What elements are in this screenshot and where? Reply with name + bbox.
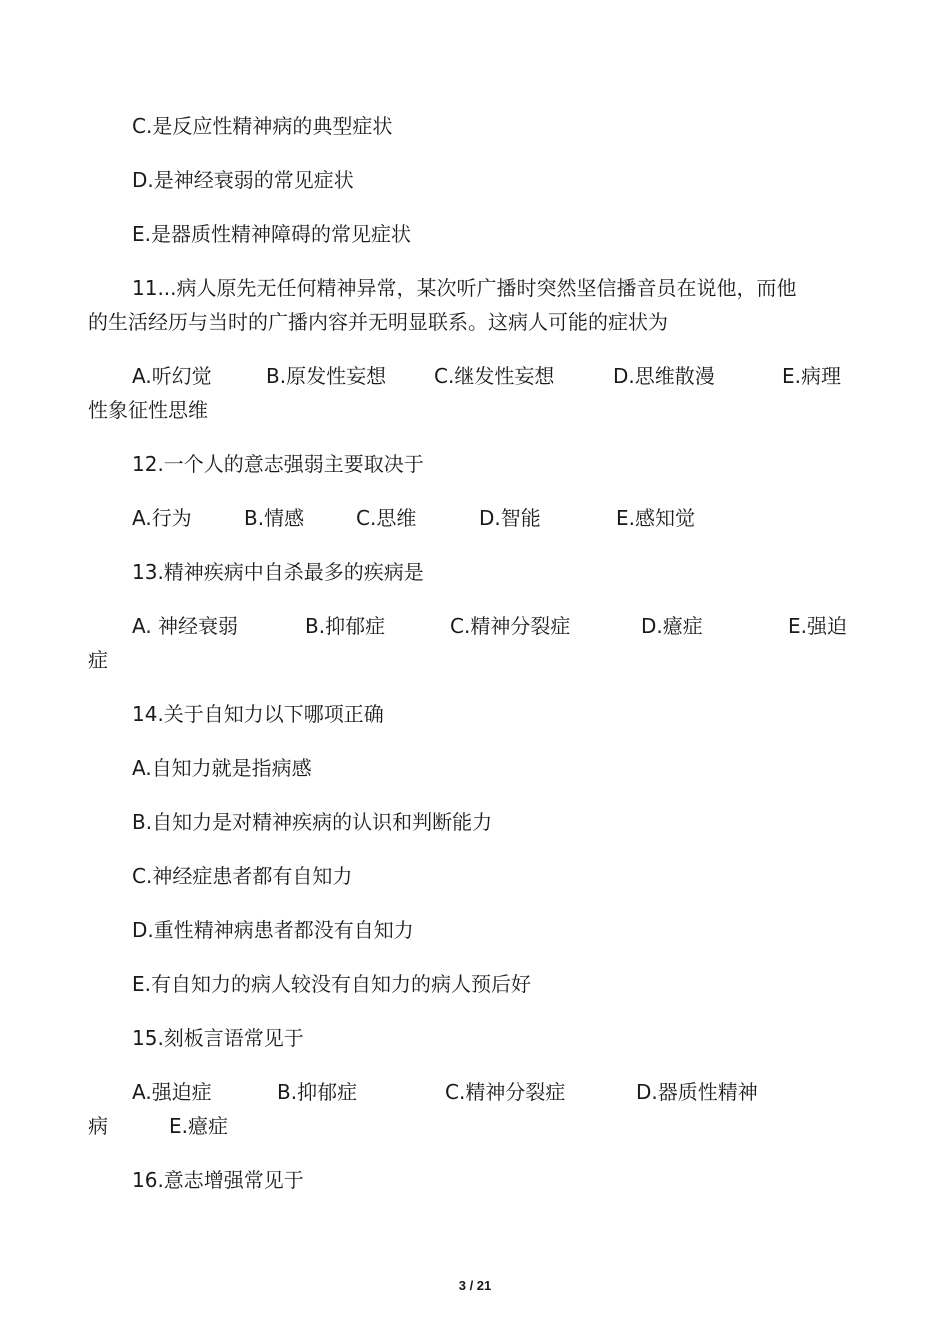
- q14-option-c: C.神经症患者都有自知力: [132, 864, 353, 888]
- q14-option-e: E.有自知力的病人较没有自知力的病人预后好: [132, 972, 531, 996]
- q11-question-line2: 的生活经历与当时的广播内容并无明显联系。这病人可能的症状为: [88, 310, 668, 334]
- q15-option-d-wrap: 病: [88, 1114, 108, 1138]
- q14-option-a: A.自知力就是指病感: [132, 756, 312, 780]
- q13-option-b: B.抑郁症: [305, 614, 386, 638]
- q13-option-c: C.精神分裂症: [450, 614, 571, 638]
- q15-option-a: A.强迫症: [132, 1080, 212, 1104]
- q12-question: 12.一个人的意志强弱主要取决于: [132, 452, 424, 476]
- q13-option-d: D.癔症: [641, 614, 703, 638]
- q15-option-b: B.抑郁症: [277, 1080, 358, 1104]
- q13-option-e-wrap: 症: [88, 648, 108, 672]
- q12-option-b: B.情感: [244, 506, 305, 530]
- q12-option-e: E.感知觉: [616, 506, 695, 530]
- q11-option-a: A.听幻觉: [132, 364, 212, 388]
- q11-option-e-wrap: 性象征性思维: [88, 398, 208, 422]
- q10-option-d: D.是神经衰弱的常见症状: [132, 168, 354, 192]
- q11-option-b: B.原发性妄想: [266, 364, 387, 388]
- q12-option-a: A.行为: [132, 506, 192, 530]
- q16-question: 16.意志增强常见于: [132, 1168, 304, 1192]
- q11-option-c: C.继发性妄想: [434, 364, 555, 388]
- q13-option-a: A. 神经衰弱: [132, 614, 239, 638]
- q15-option-d: D.器质性精神: [636, 1080, 758, 1104]
- q15-option-e: E.癔症: [169, 1114, 228, 1138]
- q13-question: 13.精神疾病中自杀最多的疾病是: [132, 560, 424, 584]
- q11-option-d: D.思维散漫: [613, 364, 715, 388]
- q10-option-c: C.是反应性精神病的典型症状: [132, 114, 393, 138]
- q10-option-e: E.是器质性精神障碍的常见症状: [132, 222, 411, 246]
- page-number: 3 / 21: [458, 1278, 492, 1293]
- q15-question: 15.刻板言语常见于: [132, 1026, 304, 1050]
- q12-option-d: D.智能: [479, 506, 541, 530]
- q14-option-d: D.重性精神病患者都没有自知力: [132, 918, 414, 942]
- q11-option-e: E.病理: [782, 364, 841, 388]
- q15-option-c: C.精神分裂症: [445, 1080, 566, 1104]
- q12-option-c: C.思维: [356, 506, 417, 530]
- q13-option-e: E.强迫: [788, 614, 847, 638]
- q11-question-line1: 11...病人原先无任何精神异常，某次听广播时突然坚信播音员在说他，而他: [132, 276, 797, 300]
- q14-question: 14.关于自知力以下哪项正确: [132, 702, 384, 726]
- q14-option-b: B.自知力是对精神疾病的认识和判断能力: [132, 810, 493, 834]
